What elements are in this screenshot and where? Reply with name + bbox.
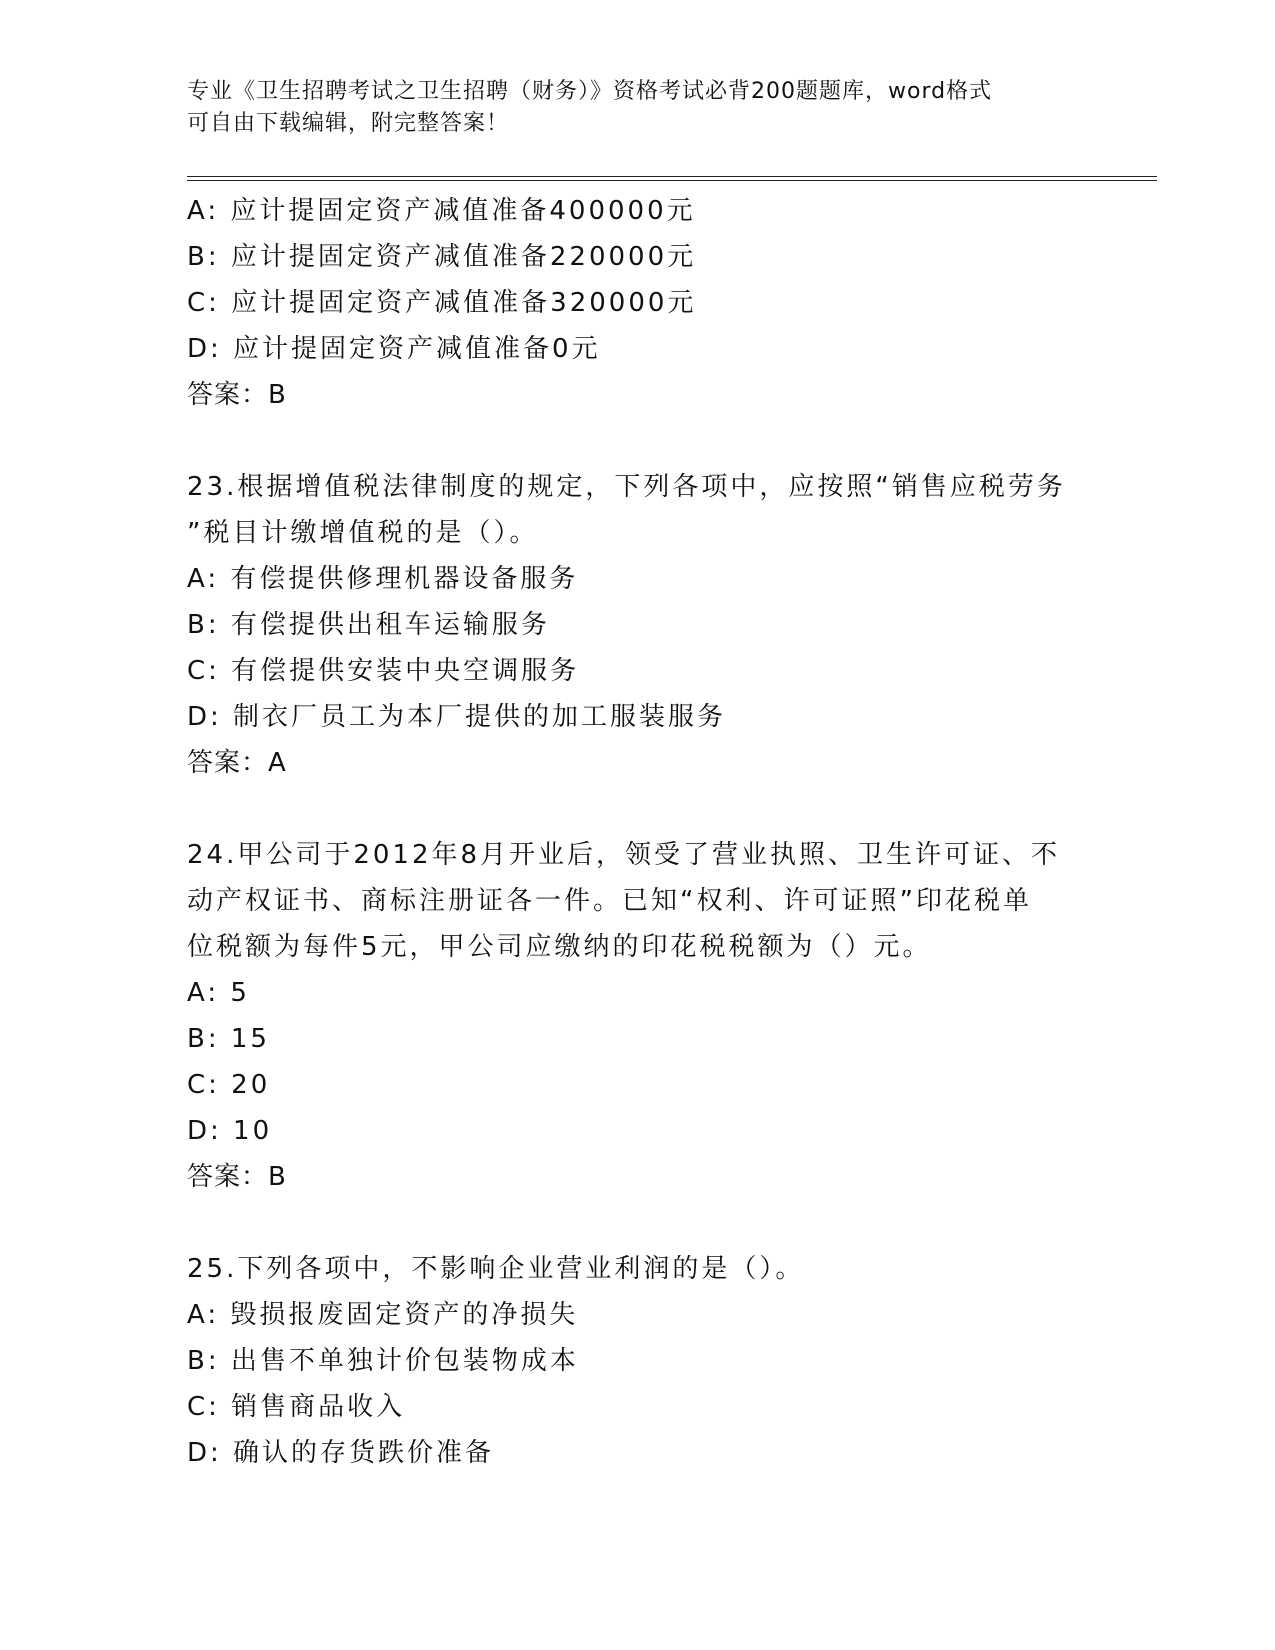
question-content xyxy=(187,188,1087,1476)
question-25-block xyxy=(187,1246,1087,1476)
q25-option-d: D: 确认的存货跌价准备 xyxy=(187,1438,495,1468)
q24-option-b: B: 15 xyxy=(187,1024,270,1054)
q25-stem-line-1: 25.下列各项中，不影响企业营业利润的是（）。 xyxy=(187,1254,805,1284)
q24-option-c: C: 20 xyxy=(187,1070,271,1100)
question-23-block xyxy=(187,464,1087,786)
q25-option-c: C: 销售商品收入 xyxy=(187,1392,406,1422)
q23-option-c: C: 有偿提供安装中央空调服务 xyxy=(187,656,580,686)
q22-answer: 答案：B xyxy=(187,380,287,410)
q22-option-b: B: 应计提固定资产减值准备220000元 xyxy=(187,242,697,272)
q24-answer: 答案：B xyxy=(187,1162,287,1192)
q22-option-d: D: 应计提固定资产减值准备0元 xyxy=(187,334,601,364)
q23-option-d: D: 制衣厂员工为本厂提供的加工服装服务 xyxy=(187,702,727,732)
question-22-block xyxy=(187,188,1087,418)
q23-option-b: B: 有偿提供出租车运输服务 xyxy=(187,610,550,640)
header-line-1: 专业《卫生招聘考试之卫生招聘（财务）》资格考试必背200题题库，word格式 xyxy=(187,79,993,104)
q23-answer: 答案：A xyxy=(187,748,287,778)
spacer xyxy=(187,418,1087,464)
header-divider xyxy=(187,176,1157,181)
document-header xyxy=(187,76,1067,140)
q24-stem-line-2: 动产权证书、商标注册证各一件。已知“权利、许可证照”印花税单 xyxy=(187,886,1032,916)
q23-option-a: A: 有偿提供修理机器设备服务 xyxy=(187,564,579,594)
spacer xyxy=(187,786,1087,832)
q22-option-a: A: 应计提固定资产减值准备400000元 xyxy=(187,196,696,226)
header-line-2: 可自由下载编辑，附完整答案！ xyxy=(187,111,510,136)
q22-option-c: C: 应计提固定资产减值准备320000元 xyxy=(187,288,697,318)
spacer xyxy=(187,1200,1087,1246)
question-24-block xyxy=(187,832,1087,1200)
q25-option-b: B: 出售不单独计价包装物成本 xyxy=(187,1346,579,1376)
q24-stem-line-3: 位税额为每件5元，甲公司应缴纳的印花税税额为（）元。 xyxy=(187,932,932,962)
q23-stem-line-2: ”税目计缴增值税的是（）。 xyxy=(187,518,539,548)
q24-stem-line-1: 24.甲公司于2012年8月开业后，领受了营业执照、卫生许可证、不 xyxy=(187,840,1061,870)
q25-option-a: A: 毁损报废固定资产的净损失 xyxy=(187,1300,579,1330)
q23-stem-line-1: 23.根据增值税法律制度的规定，下列各项中，应按照“销售应税劳务 xyxy=(187,472,1066,502)
q24-option-a: A: 5 xyxy=(187,978,250,1008)
q24-option-d: D: 10 xyxy=(187,1116,273,1146)
